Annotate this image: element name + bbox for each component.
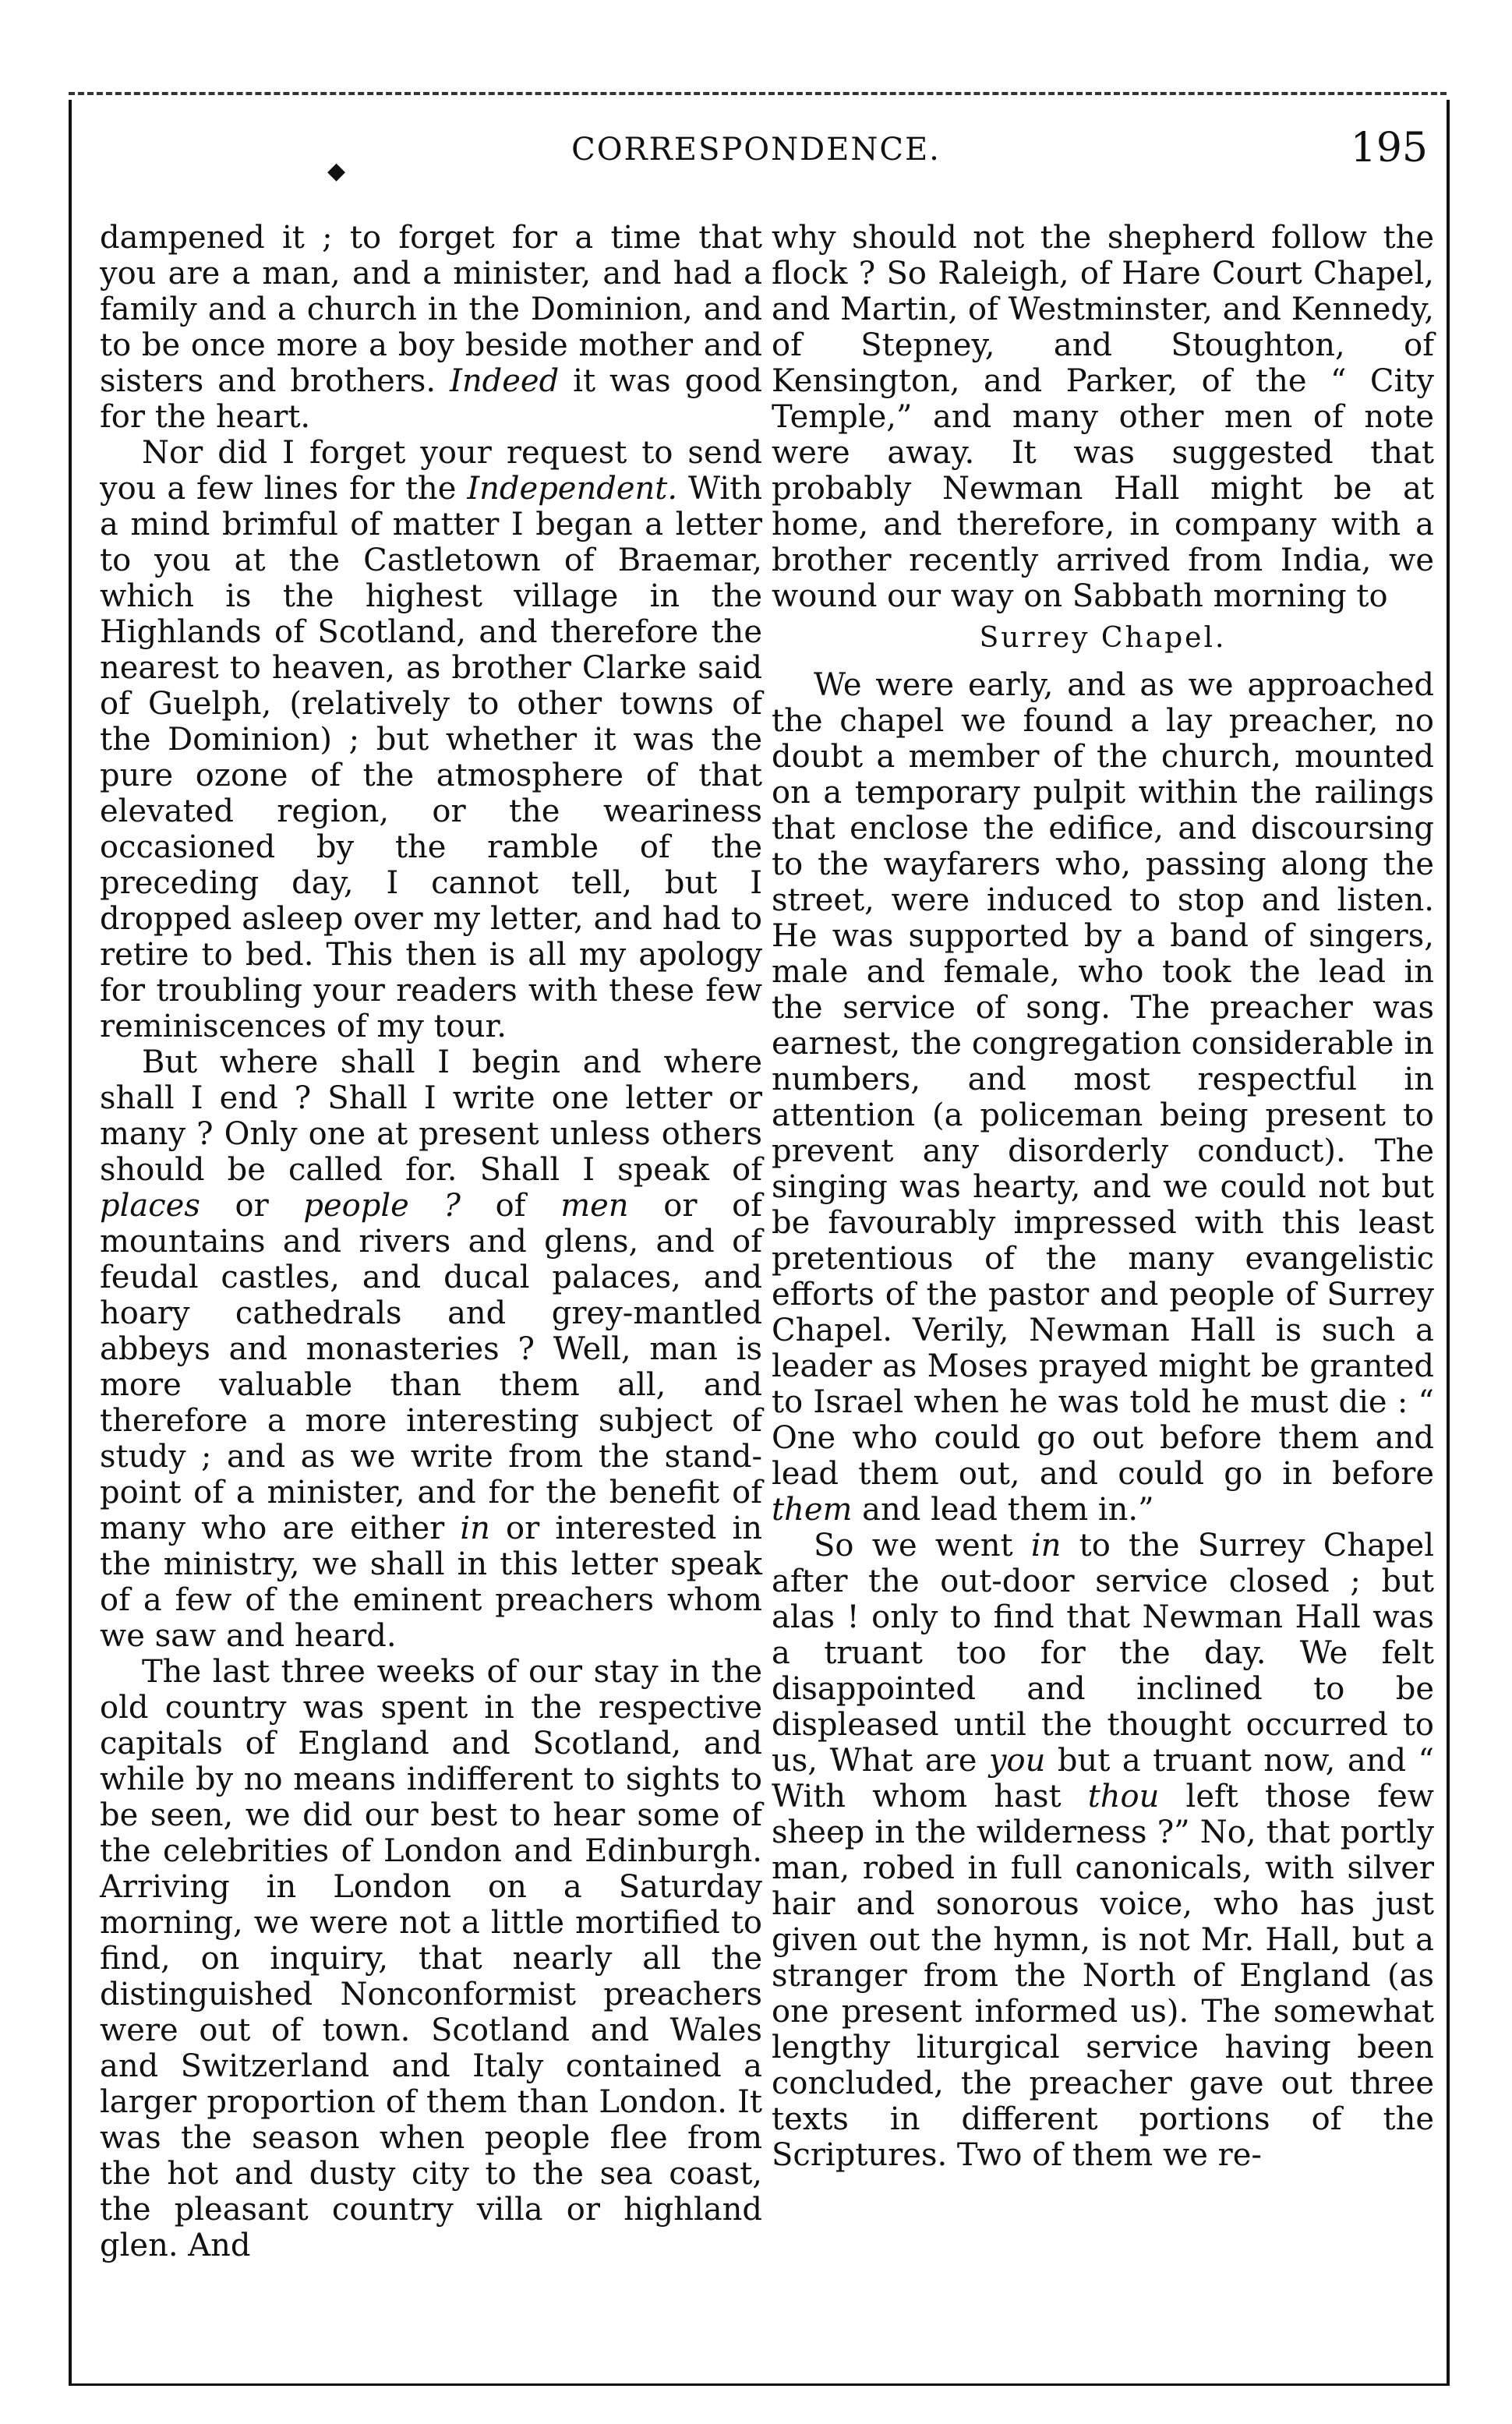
left-column [100, 220, 762, 2263]
paragraph: We were early, and as we approached the chapel we found a lay preacher, no doubt a member of the church, mounted on a temporary pulpit within the railings that enclose the edifice, and discoursing to the wayfarers who, passing along the street, were induced to stop and listen. He was supported by a band of singers, male and female, who took the lead in the service of song. The preacher was earnest, the congregation considerable in numbers, and most respectful in attention (a policeman being present to prevent any disorderly conduct). The singing was hearty, and we could not but be favourably impressed with this least pretentious of the many evangelistic efforts of the pastor and people of Surrey Chapel. Verily, Newman Hall is such a leader as Moses prayed might be granted to Israel when he was told he must die : “ One who could go out before them and lead them out, and could go in before them and lead them in.” [772, 667, 1434, 1528]
bullet-ornament: ◆ [327, 157, 346, 185]
paragraph: Nor did I forget your request to send you a few lines for the Independent. With a mind brimful of matter I began a letter to you at the Castletown of Braemar, which is the highest village in the Highlands of Scotland, and therefore the nearest to heaven, as brother Clarke said of Guelph, (relatively to other towns of the Dominion) ; but whether it was the pure ozone of the atmosphere of that elevated region, or the weariness occasioned by the ramble of the preceding day, I cannot tell, but I dropped asleep over my letter, and had to retire to bed. This then is all my apology for troubling your readers with these few reminiscences of my tour. [100, 435, 762, 1044]
running-header: CORRESPONDENCE. [571, 132, 941, 168]
paragraph-continued: why should not the shepherd follow the flock ? So Raleigh, of Hare Court Chapel, and Martin, of Westminster, and Kennedy, of Stepney, and Stoughton, of Kensington, and Parker, of the “ City Temple,” and many other men of note were away. It was suggested that probably Newman Hall might be at home, and therefore, in company with a brother recently arrived from India, we wound our way on Sabbath morning to [772, 220, 1434, 614]
section-subheading: Surrey Chapel. [979, 622, 1227, 654]
paragraph-continued: dampened it ; to forget for a time that you are a man, and a minister, and had a family and a church in the Dominion, and to be once more a boy beside mother and sisters and brothers. Indeed it was good for the heart. [100, 220, 762, 435]
paragraph: But where shall I begin and where shall I end ? Shall I write one letter or many ? Only one at present unless others should be called for. Shall I speak of places or people ? of men or of mountains and rivers and glens, and of feudal castles, and ducal palaces, and hoary cathedrals and grey-mantled abbeys and monasteries ? Well, man is more valuable than them all, and therefore a more interesting subject of study ; and as we write from the stand-point of a minister, and for the benefit of many who are either in or interested in the ministry, we shall in this letter speak of a few of the eminent preachers whom we saw and heard. [100, 1044, 763, 1654]
right-column [772, 220, 1434, 2173]
paragraph: So we went in to the Surrey Chapel after the out-door service closed ; but alas ! only to find that Newman Hall was a truant too for the day. We felt disappointed and inclined to be displeased until the thought occurred to us, What are you but a truant now, and “ With whom hast thou left those few sheep in the wilderness ?” No, that portly man, robed in full canonicals, with silver hair and sonorous voice, who has just given out the hymn, is not Mr. Hall, but a stranger from the North of England (as one present informed us). The somewhat lengthy liturgical service having been concluded, the preacher gave out three texts in different portions of the Scriptures. Two of them we re- [772, 1528, 1435, 2173]
page-number: 195 [1350, 125, 1428, 171]
paragraph: The last three weeks of our stay in the old country was spent in the respective capitals of England and Scotland, and while by no means indifferent to sights to be seen, we did our best to hear some of the celebrities of London and Edinburgh. Arriving in London on a Saturday morning, we were not a little mortified to find, on inquiry, that nearly all the distinguished Nonconformist preachers were out of town. Scotland and Wales and Switzerland and Italy contained a larger proportion of them than London. It was the season when people flee from the hot and dusty city to the sea coast, the pleasant country villa or highland glen. And [100, 1654, 762, 2263]
top-rule [69, 92, 1447, 95]
